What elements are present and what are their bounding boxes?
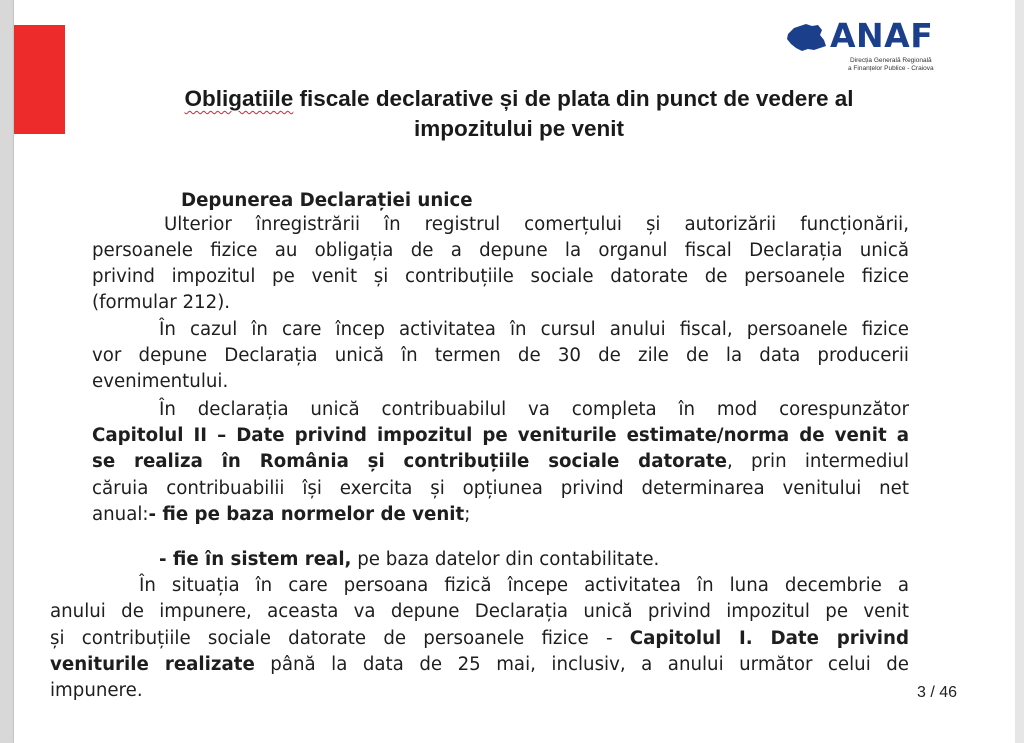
paragraph-line: În cazul în care încep activitatea în cursul anului fiscal, persoanele fizice bbox=[159, 319, 909, 340]
paragraph-line: - fie în sistem real, pe baza datelor din contabilitate. bbox=[159, 549, 660, 570]
slide-title: Obligatiile fiscale declarative și de plata din punct de vedere al impozitului pe venit bbox=[184, 86, 854, 141]
paragraph-line: se realiza în România și contribuțiile sociale datorate, prin intermediul bbox=[92, 451, 910, 472]
paragraph-line: căruia contribuabilii își exercita și opțiunea privind determinarea venitului net bbox=[92, 478, 909, 499]
paragraph-line-bold: Capitolul II – Date privind impozitul pe veniturile estimate/norma de venit a bbox=[92, 425, 909, 446]
anaf-wordmark: ANAF bbox=[830, 16, 934, 55]
paragraph-line: anului de impunere, aceasta va depune Declarația unică privind impozitul pe venit bbox=[50, 601, 909, 622]
page-counter: 3 / 46 bbox=[917, 684, 958, 701]
slide-body bbox=[14, 0, 1015, 743]
paragraph-line: Ulterior înregistrării în registrul comerțului și autorizării funcționării, bbox=[164, 214, 909, 235]
paragraph-line: vor depune Declarația unică în termen de 30 de zile de la data producerii bbox=[92, 345, 909, 366]
paragraph-line: persoanele fizice au obligația de a depune la organul fiscal Declarația unică bbox=[92, 240, 909, 261]
paragraph-line: și contribuțiile sociale datorate de persoanele fizice - Capitolul I. Date privind bbox=[50, 628, 909, 649]
paragraph-line: veniturile realizate până la data de 25 mai, inclusiv, a anului următor celui de bbox=[50, 654, 909, 675]
paragraph-line: privind impozitul pe venit și contribuțiile sociale datorate de persoanele fizice bbox=[92, 266, 909, 287]
paragraph-line: În declarația unică contribuabilul va completa în mod corespunzător bbox=[159, 399, 909, 420]
paragraph-line: În situația în care persoana fizică începe activitatea în luna decembrie a bbox=[139, 575, 909, 596]
section-heading: Depunerea Declarației unice bbox=[181, 190, 473, 211]
scrollbar-track[interactable] bbox=[1015, 0, 1024, 743]
paragraph-line: evenimentului. bbox=[92, 371, 229, 392]
paragraph-line: (formular 212). bbox=[92, 292, 231, 313]
logo-subtitle: Direcția Generală Regională a Finanțelor Publice - Craiova bbox=[848, 57, 934, 72]
slide-page bbox=[14, 0, 1015, 743]
paragraph-line: impunere. bbox=[50, 680, 143, 701]
paragraph-line: anual:- fie pe baza normelor de venit; bbox=[92, 504, 471, 525]
